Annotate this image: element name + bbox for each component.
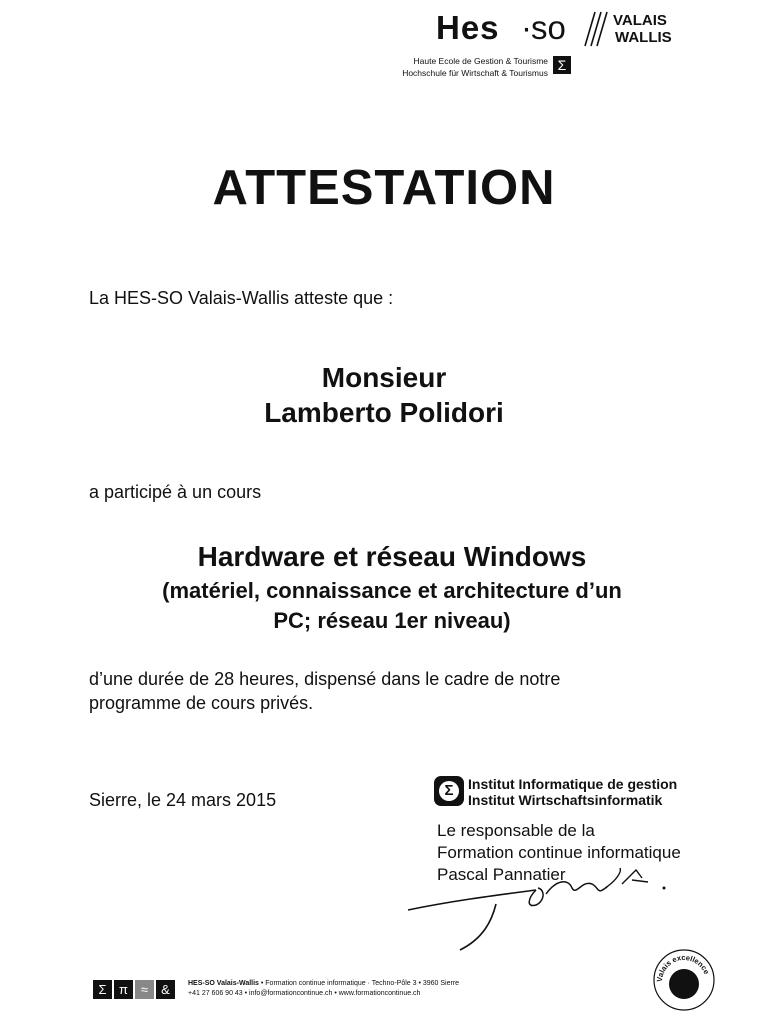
school-name-de: Hochschule für Wirtschaft & Tourismus [402,68,548,78]
responsible-line2: Formation continue informatique [437,843,681,862]
institute-name-fr: Institut Informatique de gestion [468,776,678,792]
institute-sigma-icon [434,776,464,806]
course-subtitle [0,576,768,636]
recipient-salutation: Monsieur [321,362,447,393]
footer-wave-icon: ≈ [135,980,154,999]
logo-dot: · [521,9,532,46]
footer-ampersand-icon: & [156,980,175,999]
institute-name-de: Institut Wirtschaftsinformatik [468,792,663,808]
duration-line1: d’une durée de 28 heures, dispensé dans le cadre de notre [89,669,561,689]
logo-valais: VALAIS [613,12,667,29]
valais-excellence-seal-icon [652,948,716,1012]
logo-wallis: WALLIS [615,29,672,46]
recipient-block [0,360,768,430]
sigma-logo-icon: Σ [553,56,571,74]
responsible-name: Pascal Pannatier [437,865,566,884]
footer-contact: +41 27 606 90 43 • info@formationcontinue.ch • www.formationcontinue.ch [188,990,421,997]
logo-slashes-icon [575,10,609,48]
seal-text: Valais excellence [654,952,712,983]
footer-address-rest: • Formation continue informatique · Techno-Pôle 3 • 3960 Sierre [258,980,460,987]
footer-icons [93,980,177,1000]
duration-line2: programme de cours privés. [89,693,314,713]
footer-pi-icon: π [114,980,133,999]
footer-address [188,979,459,988]
duration-text [89,667,689,715]
recipient-name: Lamberto Polidori [264,397,504,428]
logo-hes: Hes [436,9,500,46]
date-place: Sierre, le 24 mars 2015 [89,790,277,810]
footer-org-name: HES-SO Valais-Wallis [188,980,259,987]
school-name-fr: Haute Ecole de Gestion & Tourisme [413,56,548,66]
participated-text: a participé à un cours [89,482,262,502]
logo-so: so [531,9,566,46]
course-subtitle-line2: PC; réseau 1er niveau) [273,608,511,633]
handwritten-signature [396,850,696,960]
course-title: Hardware et réseau Windows [197,541,587,572]
document-title: ATTESTATION [212,161,556,215]
intro-text: La HES-SO Valais-Wallis atteste que : [89,288,394,308]
responsible-line1: Le responsable de la [437,821,595,840]
course-subtitle-line1: (matériel, connaissance et architecture d’un [162,578,622,603]
footer-sigma-icon: Σ [93,980,112,999]
institute-sigma-glyph: Σ [439,781,459,801]
